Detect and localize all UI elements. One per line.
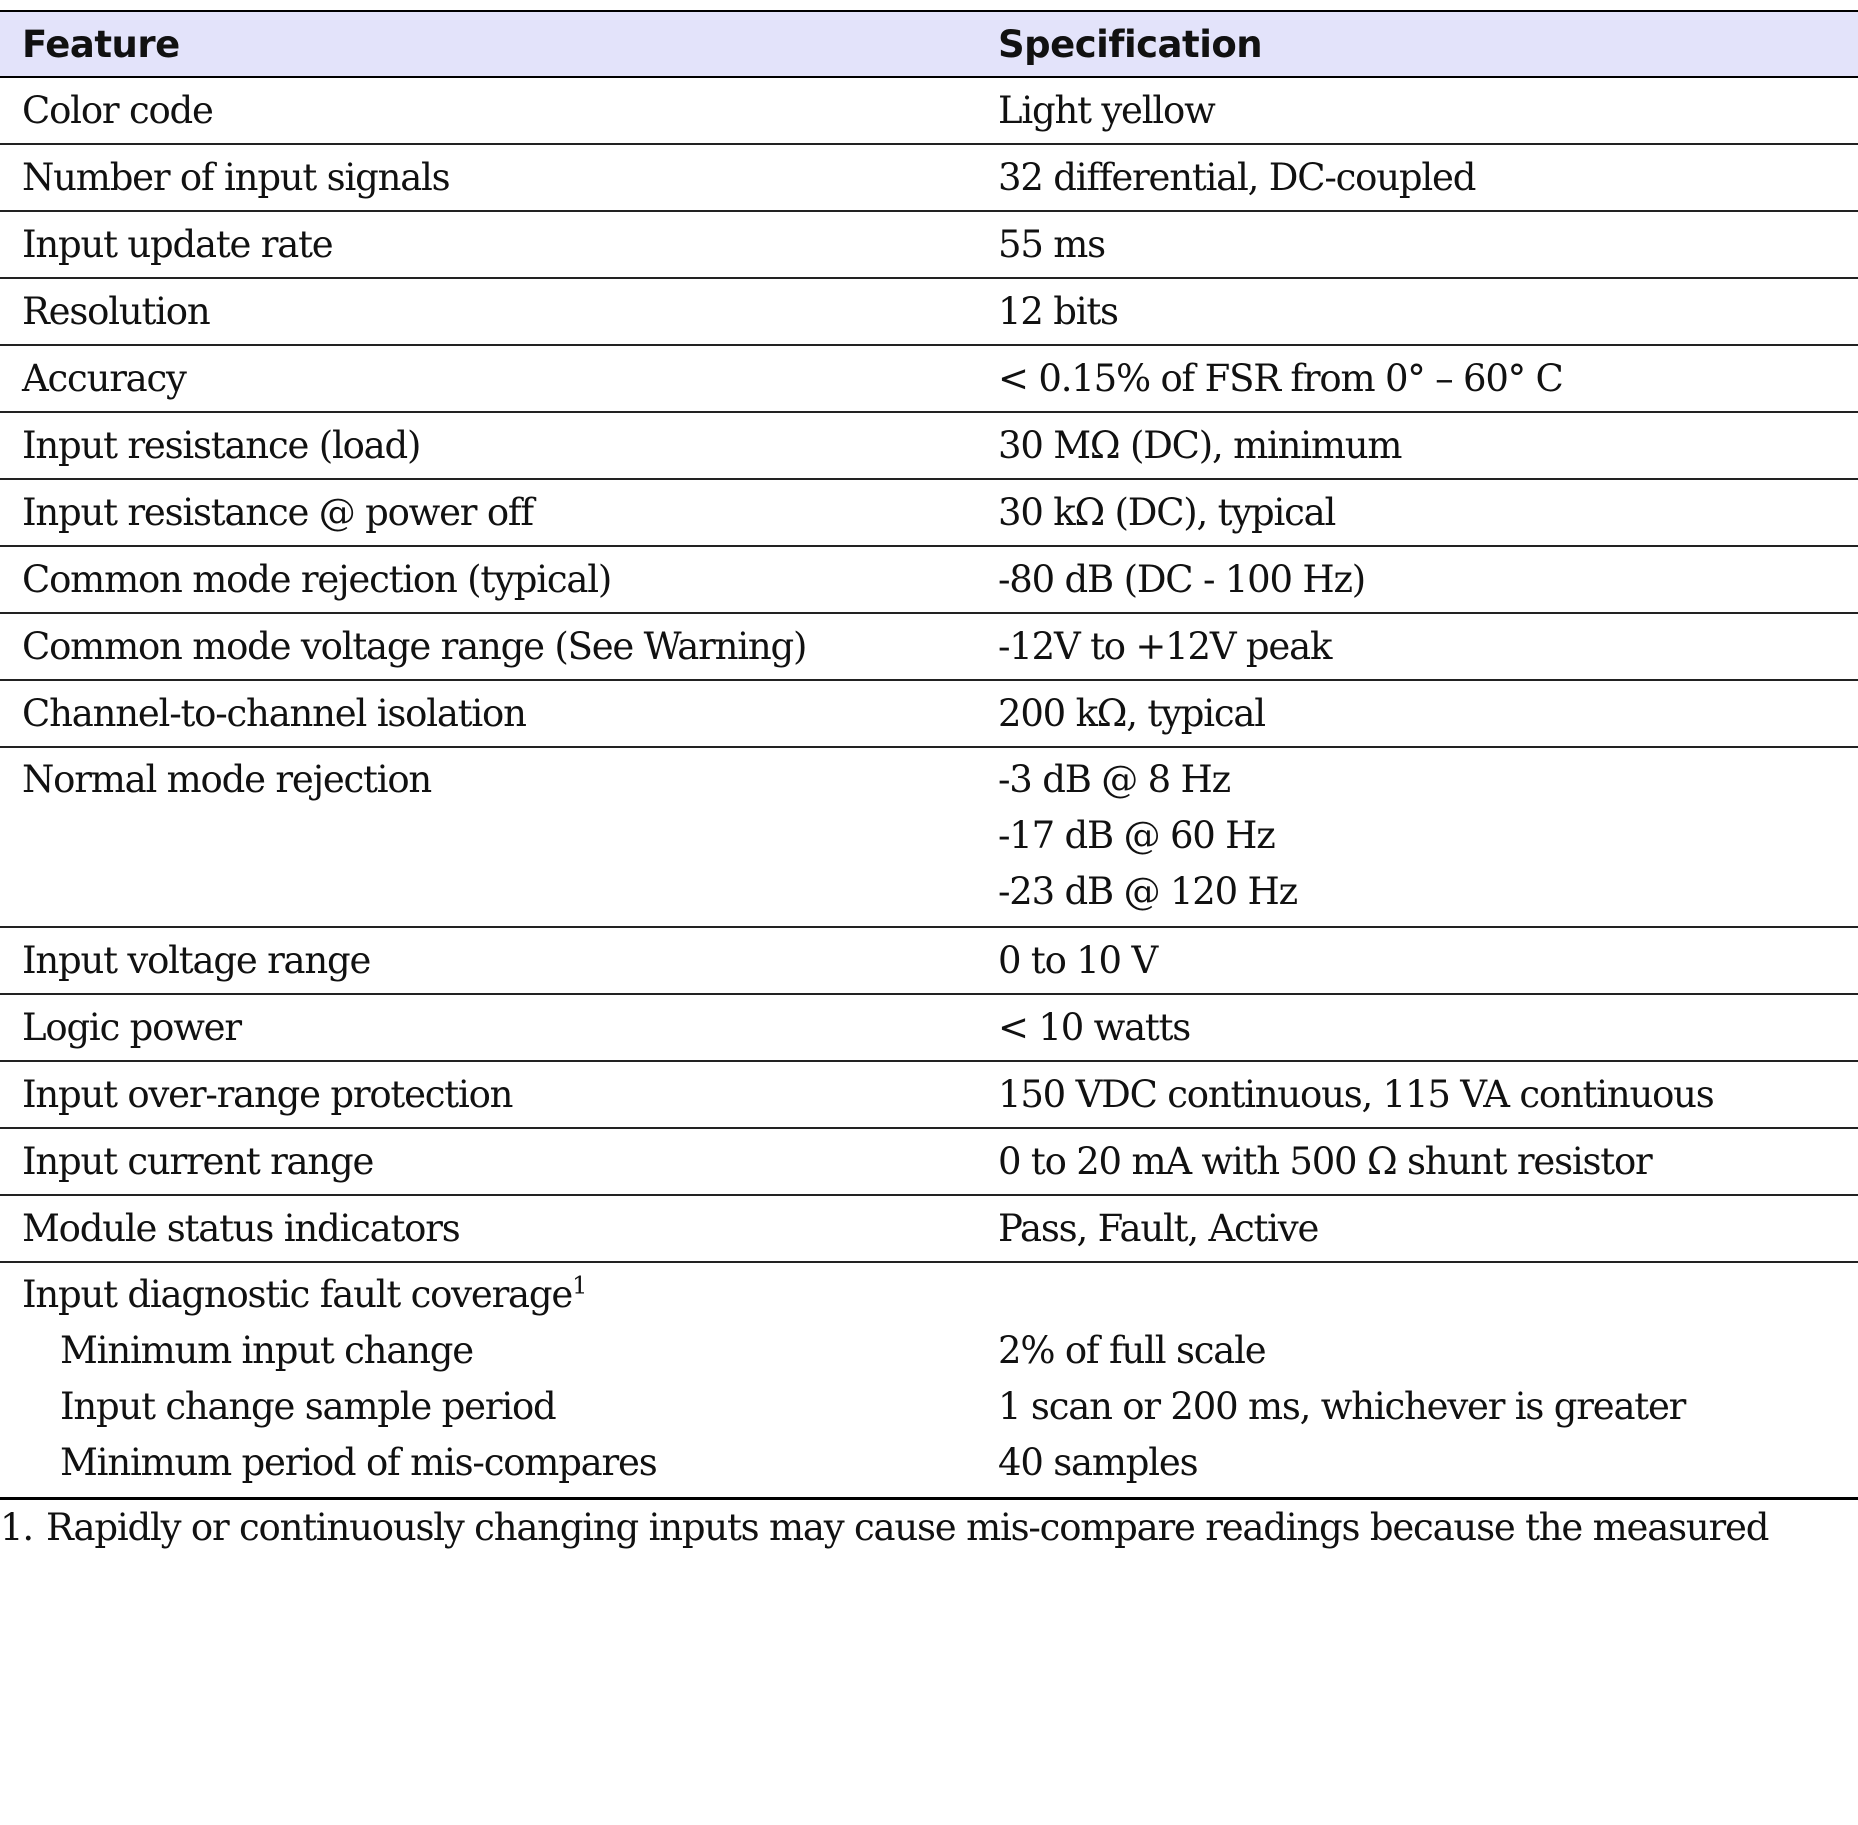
feature-cell: Number of input signals bbox=[0, 144, 988, 211]
spec-line: 1 scan or 200 ms, whichever is greater bbox=[998, 1385, 1686, 1428]
spec-cell: -12V to +12V peak bbox=[988, 613, 1858, 680]
spec-cell: Pass, Fault, Active bbox=[988, 1195, 1858, 1262]
table-header-row bbox=[0, 11, 1858, 77]
table-row bbox=[0, 77, 1858, 144]
specification-table bbox=[0, 10, 1858, 1500]
sub-feature-label: Minimum input change bbox=[60, 1329, 473, 1372]
sub-feature-label: Minimum period of mis-compares bbox=[60, 1441, 657, 1484]
spec-cell: 30 MΩ (DC), minimum bbox=[988, 412, 1858, 479]
spec-cell: -80 dB (DC - 100 Hz) bbox=[988, 546, 1858, 613]
spec-line: -23 dB @ 120 Hz bbox=[998, 870, 1297, 913]
spec-cell: 150 VDC continuous, 115 VA continuous bbox=[988, 1061, 1858, 1128]
spec-cell: 200 kΩ, typical bbox=[988, 680, 1858, 747]
feature-cell: Resolution bbox=[0, 278, 988, 345]
spec-cell: 55 ms bbox=[988, 211, 1858, 278]
spec-line-empty bbox=[998, 1267, 1858, 1323]
spec-cell: 12 bits bbox=[988, 278, 1858, 345]
spec-line: 2% of full scale bbox=[998, 1329, 1266, 1372]
spec-cell: < 0.15% of FSR from 0° – 60° C bbox=[988, 345, 1858, 412]
sub-feature-label: Input change sample period bbox=[60, 1385, 556, 1428]
footnote bbox=[0, 1500, 1768, 1556]
feature-cell: Module status indicators bbox=[0, 1195, 988, 1262]
table-row bbox=[0, 412, 1858, 479]
feature-cell: Input over-range protection bbox=[0, 1061, 988, 1128]
spec-cell: Light yellow bbox=[988, 77, 1858, 144]
feature-cell: Input voltage range bbox=[0, 927, 988, 994]
feature-cell: Input resistance (load) bbox=[0, 412, 988, 479]
footnote-number: 1. bbox=[0, 1506, 33, 1549]
feature-label: Normal mode rejection bbox=[22, 758, 432, 801]
feature-cell: Input update rate bbox=[0, 211, 988, 278]
spec-cell: 30 kΩ (DC), typical bbox=[988, 479, 1858, 546]
spec-cell: 0 to 20 mA with 500 Ω shunt resistor bbox=[988, 1128, 1858, 1195]
table-row bbox=[0, 144, 1858, 211]
spec-cell bbox=[988, 747, 1858, 927]
table-row bbox=[0, 1195, 1858, 1262]
table-row bbox=[0, 1061, 1858, 1128]
footnote-text: Rapidly or continuously changing inputs may cause mis-compare readings because the measured bbox=[46, 1506, 1769, 1549]
feature-cell bbox=[0, 1262, 988, 1499]
spec-cell: < 10 watts bbox=[988, 994, 1858, 1061]
feature-cell: Input current range bbox=[0, 1128, 988, 1195]
table-row bbox=[0, 927, 1858, 994]
table-row bbox=[0, 994, 1858, 1061]
spec-cell: 0 to 10 V bbox=[988, 927, 1858, 994]
table-row bbox=[0, 546, 1858, 613]
table-row bbox=[0, 211, 1858, 278]
feature-cell: Accuracy bbox=[0, 345, 988, 412]
table-row bbox=[0, 1128, 1858, 1195]
feature-cell: Common mode rejection (typical) bbox=[0, 546, 988, 613]
feature-cell: Common mode voltage range (See Warning) bbox=[0, 613, 988, 680]
spec-line: -3 dB @ 8 Hz bbox=[998, 758, 1230, 801]
feature-cell bbox=[0, 747, 988, 927]
spec-cell: 32 differential, DC-coupled bbox=[988, 144, 1858, 211]
feature-cell: Logic power bbox=[0, 994, 988, 1061]
table-row bbox=[0, 613, 1858, 680]
feature-cell: Color code bbox=[0, 77, 988, 144]
header-feature: Feature bbox=[0, 11, 988, 77]
spec-line: 40 samples bbox=[998, 1441, 1198, 1484]
table-row-diagnostic-coverage bbox=[0, 1262, 1858, 1499]
feature-cell: Input resistance @ power off bbox=[0, 479, 988, 546]
spec-line: -17 dB @ 60 Hz bbox=[998, 814, 1275, 857]
table-row bbox=[0, 345, 1858, 412]
table-row-normal-mode-rejection bbox=[0, 747, 1858, 927]
footnote-ref: 1 bbox=[572, 1271, 587, 1300]
feature-label: Input diagnostic fault coverage$^1$ bbox=[22, 1271, 587, 1316]
table-row bbox=[0, 278, 1858, 345]
table-row bbox=[0, 479, 1858, 546]
header-specification: Specification bbox=[988, 11, 1858, 77]
table-row bbox=[0, 680, 1858, 747]
feature-cell: Channel-to-channel isolation bbox=[0, 680, 988, 747]
spec-cell bbox=[988, 1262, 1858, 1499]
